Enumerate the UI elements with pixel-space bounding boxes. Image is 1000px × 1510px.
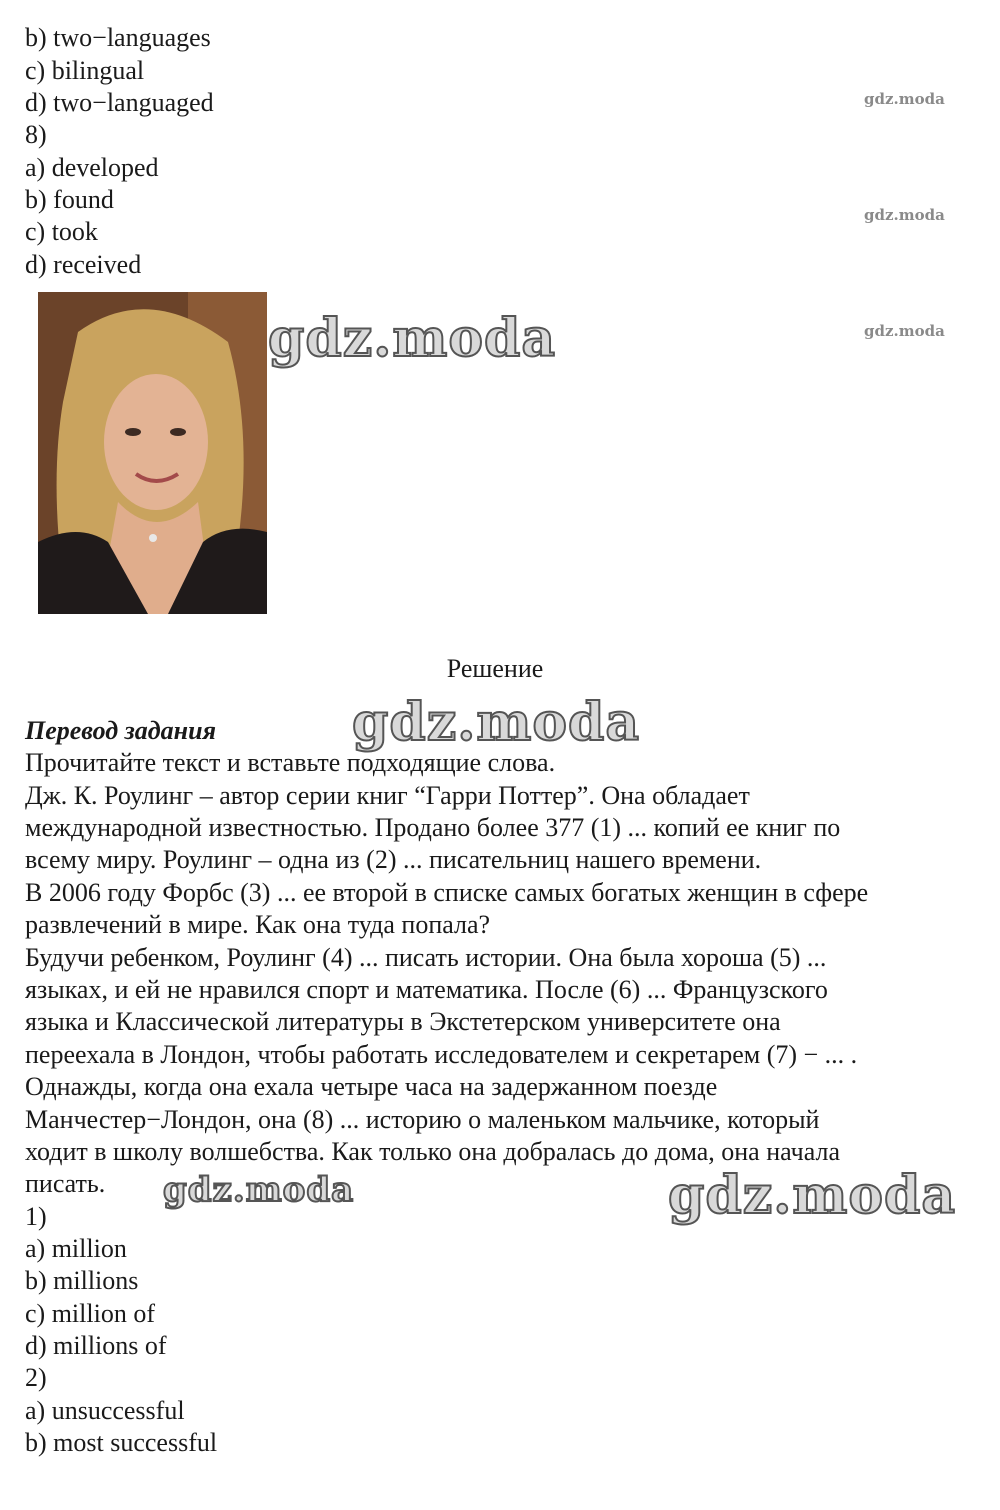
option-line: d) two−languaged: [25, 88, 214, 117]
translation-line: всему миру. Роулинг – одна из (2) ... писательниц нашего времени.: [25, 845, 762, 874]
option-line: c) took: [25, 217, 98, 246]
watermark-small: gdz.moda: [864, 90, 945, 108]
question-number: 8): [25, 120, 47, 149]
option-line: a) unsuccessful: [25, 1396, 185, 1425]
watermark-large: gdz.moda: [163, 1170, 355, 1210]
translation-line: Однажды, когда она ехала четыре часа на задержанном поезде: [25, 1072, 718, 1101]
question-number: 1): [25, 1202, 47, 1231]
translation-line: Дж. К. Роулинг – автор серии книг “Гарри Поттер”. Она обладает: [25, 781, 750, 810]
translation-line: развлечений в мире. Как она туда попала?: [25, 910, 491, 939]
watermark-large: gdz.moda: [352, 692, 641, 753]
translation-line: писать.: [25, 1169, 106, 1198]
translation-line: Прочитайте текст и вставьте подходящие слова.: [25, 748, 556, 777]
option-line: b) most successful: [25, 1428, 218, 1457]
watermark-large: gdz.moda: [668, 1165, 957, 1226]
translation-line: В 2006 году Форбс (3) ... ее второй в списке самых богатых женщин в сфере: [25, 878, 869, 907]
translation-line: ходит в школу волшебства. Как только она добралась до дома, она начала: [25, 1137, 840, 1166]
option-line: b) two−languages: [25, 23, 211, 52]
question-number: 2): [25, 1363, 47, 1392]
solution-label: Решение: [446, 654, 544, 683]
option-line: b) found: [25, 185, 114, 214]
option-line: a) developed: [25, 153, 159, 182]
portrait-image: [38, 292, 267, 614]
translation-line: Манчестер−Лондон, она (8) ... историю о маленьком мальчике, который: [25, 1105, 820, 1134]
translation-line: языках, и ей не нравился спорт и математика. После (6) ... Французского: [25, 975, 828, 1004]
option-line: a) million: [25, 1234, 127, 1263]
option-line: c) bilingual: [25, 56, 145, 85]
translation-line: Будучи ребенком, Роулинг (4) ... писать истории. Она была хороша (5) ...: [25, 943, 827, 972]
watermark-large: gdz.moda: [268, 308, 557, 369]
watermark-small: gdz.moda: [864, 322, 945, 340]
watermark-small: gdz.moda: [864, 206, 945, 224]
author-photo: [38, 292, 267, 614]
option-line: b) millions: [25, 1266, 139, 1295]
option-line: c) million of: [25, 1299, 155, 1328]
translation-heading: Перевод задания: [25, 716, 216, 745]
option-line: d) received: [25, 250, 142, 279]
translation-line: переехала в Лондон, чтобы работать исследователем и секретарем (7) − ... .: [25, 1040, 858, 1069]
translation-line: языка и Классической литературы в Экстетерском университете она: [25, 1007, 781, 1036]
option-line: d) millions of: [25, 1331, 167, 1360]
translation-line: международной известностью. Продано более 377 (1) ... копий ее книг по: [25, 813, 841, 842]
